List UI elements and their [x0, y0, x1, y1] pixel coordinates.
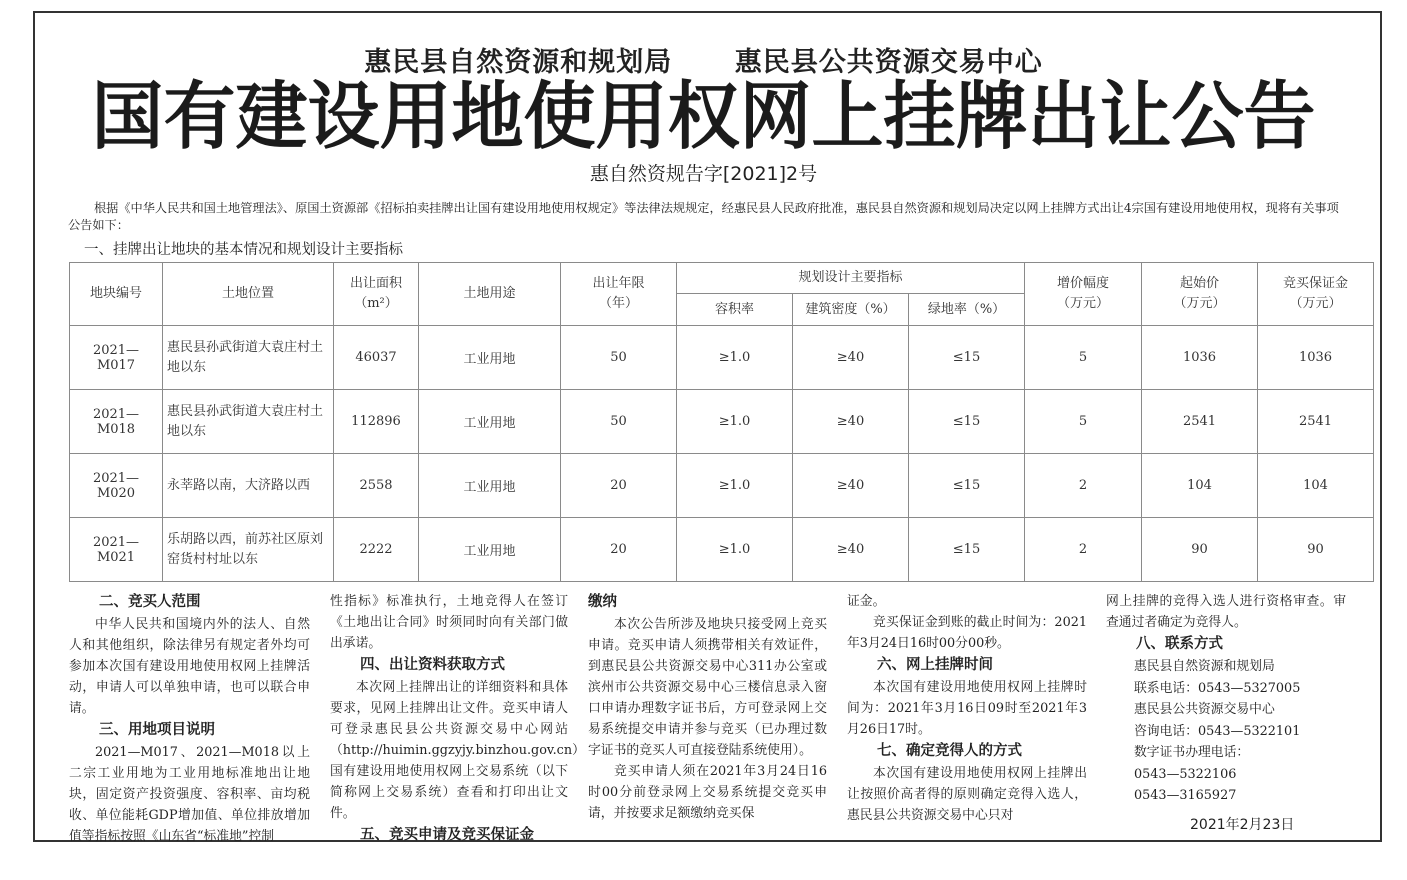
- column-4: [847, 591, 1087, 826]
- contact-line: 联系电话：0543—5327005: [1134, 680, 1301, 696]
- cell-density: ≥40: [793, 326, 909, 390]
- header-deposit: 竞买保证金 （万元）: [1258, 263, 1374, 326]
- section-3-text: 2021—M017、2021—M018以上二宗工业用地为工业用地标准地出让地块，固定资产投资强度、容积率、亩均税收、单位能耗GDP增加值、单位排放增加值等指标按照《山东省“标准地”控制: [69, 745, 310, 844]
- table-row: [70, 390, 1374, 454]
- cell-start-price: 90: [1142, 518, 1258, 582]
- contact-line: 咨询电话：0543—5322101: [1134, 723, 1301, 739]
- header-start-price: 起始价 （万元）: [1142, 263, 1258, 326]
- cell-area: 2558: [334, 454, 419, 518]
- cell-green: ≤15: [909, 454, 1025, 518]
- section-1-title: 一、挂牌出让地块的基本情况和规划设计主要指标: [84, 242, 403, 258]
- contact-line: 0543—5322106: [1134, 766, 1237, 782]
- cell-location: 永莘路以南，大济路以西: [163, 454, 334, 518]
- cell-id: 2021—M020: [70, 454, 163, 518]
- cell-location: 乐胡路以西，前苏社区原刘窑货村村址以东: [163, 518, 334, 582]
- document-number: 惠自然资规告字[2021]2号: [589, 163, 818, 185]
- section-5-text-1: 本次公告所涉及地块只接受网上竞买申请。竞买申请人须携带相关有效证件，到惠民县公共资源交易中心311办公室或滨州市公共资源交易中心三楼信息录入窗口申请办理数字证书后，方可登录网上交易系统提交申请并参与竞买（已办理过数字证书的竞买人可直接登陆系统使用）。: [588, 617, 827, 758]
- cell-far: ≥1.0: [677, 390, 793, 454]
- column-3: [588, 591, 827, 824]
- header-plot-id: 地块编号: [70, 263, 163, 326]
- cell-green: ≤15: [909, 326, 1025, 390]
- cell-id: 2021—M018: [70, 390, 163, 454]
- header-increment: 增价幅度 （万元）: [1025, 263, 1142, 326]
- cell-area: 46037: [334, 326, 419, 390]
- table-row: [70, 518, 1374, 582]
- cell-increment: 2: [1025, 518, 1142, 582]
- section-7-title: 七、确定竞得人的方式: [877, 743, 1022, 759]
- table-row: [70, 454, 1374, 518]
- contact-line: 惠民县自然资源和规划局: [1134, 659, 1275, 674]
- cell-use: 工业用地: [419, 518, 561, 582]
- cell-start-price: 2541: [1142, 390, 1258, 454]
- section-6-title: 六、网上挂牌时间: [877, 657, 993, 673]
- header-green: 绿地率（%）: [909, 294, 1025, 326]
- cell-term: 50: [561, 390, 677, 454]
- section-5-text-2-continued: 证金。: [847, 594, 886, 609]
- cell-density: ≥40: [793, 390, 909, 454]
- section-2-title: 二、竞买人范围: [99, 594, 201, 610]
- publish-date: 2021年2月23日: [1190, 817, 1295, 833]
- cell-term: 50: [561, 326, 677, 390]
- cell-term: 20: [561, 454, 677, 518]
- header-location: 土地位置: [163, 263, 334, 326]
- notice-title: 国有建设用地使用权网上挂牌出让公告: [91, 73, 1316, 159]
- cell-area: 112896: [334, 390, 419, 454]
- cell-far: ≥1.0: [677, 454, 793, 518]
- cell-id: 2021—M017: [70, 326, 163, 390]
- cell-deposit: 2541: [1258, 390, 1374, 454]
- column-1: [69, 591, 310, 847]
- column-5: [1106, 591, 1346, 807]
- section-3-continued: 性指标》标准执行，土地竞得人在签订《土地出让合同》时须同时向有关部门做出承诺。: [330, 594, 568, 651]
- cell-density: ≥40: [793, 454, 909, 518]
- section-5-title-continued: 缴纳: [588, 594, 617, 610]
- section-7-text: 本次国有建设用地使用权网上挂牌出让按照价高者得的原则确定竞得入选人，惠民县公共资源交易中心只对: [847, 766, 1087, 823]
- header-area: 出让面积 （m²）: [334, 263, 419, 326]
- contact-list: [1106, 656, 1346, 807]
- cell-location: 惠民县孙武街道大袁庄村土地以东: [163, 326, 334, 390]
- section-4-title: 四、出让资料获取方式: [360, 657, 505, 673]
- cell-location: 惠民县孙武街道大袁庄村土地以东: [163, 390, 334, 454]
- cell-far: ≥1.0: [677, 518, 793, 582]
- header-use: 土地用途: [419, 263, 561, 326]
- cell-use: 工业用地: [419, 390, 561, 454]
- cell-far: ≥1.0: [677, 326, 793, 390]
- cell-deposit: 104: [1258, 454, 1374, 518]
- cell-density: ≥40: [793, 518, 909, 582]
- section-4-text: 本次网上挂牌出让的详细资料和具体要求，见网上挂牌出让文件。竞买申请人可登录惠民县公共资源交易中心网站（http://huimin.ggzyjy.binzhou.gov.cn）国有建设用地使用权网上交易系统（以下简称网上交易系统）查看和打印出让文件。: [330, 680, 585, 821]
- cell-deposit: 1036: [1258, 326, 1374, 390]
- cell-start-price: 1036: [1142, 326, 1258, 390]
- header-term: 出让年限 （年）: [561, 263, 677, 326]
- header-far: 容积率: [677, 294, 793, 326]
- contact-line: 惠民县公共资源交易中心: [1134, 702, 1275, 717]
- plots-table: [69, 262, 1374, 582]
- cell-term: 20: [561, 518, 677, 582]
- cell-green: ≤15: [909, 390, 1025, 454]
- intro-paragraph: 根据《中华人民共和国土地管理法》、原国土资源部《招标拍卖挂牌出让国有建设用地使用权规定》等法律法规规定，经惠民县人民政府批准，惠民县自然资源和规划局决定以网上挂牌方式出让4宗国有建设用地使用权，现将有关事项公告如下：: [68, 201, 1339, 232]
- column-2: [330, 591, 585, 847]
- contact-line: 数字证书办理电话：: [1134, 745, 1250, 760]
- header-planning: 规划设计主要指标: [677, 263, 1025, 294]
- cell-deposit: 90: [1258, 518, 1374, 582]
- section-8-title: 八、联系方式: [1136, 636, 1223, 652]
- header-density: 建筑密度（%）: [793, 294, 909, 326]
- cell-start-price: 104: [1142, 454, 1258, 518]
- cell-id: 2021—M021: [70, 518, 163, 582]
- section-3-title: 三、用地项目说明: [99, 722, 215, 738]
- section-6-text: 本次国有建设用地使用权网上挂牌时间为：2021年3月16日09时至2021年3月26日17时。: [847, 680, 1087, 737]
- section-5-title: 五、竞买申请及竞买保证金: [360, 827, 534, 843]
- cell-increment: 5: [1025, 390, 1142, 454]
- cell-area: 2222: [334, 518, 419, 582]
- cell-use: 工业用地: [419, 326, 561, 390]
- cell-use: 工业用地: [419, 454, 561, 518]
- contact-line: 0543—3165927: [1134, 788, 1237, 803]
- issuing-organizations: 惠民县自然资源和规划局 惠民县公共资源交易中心: [364, 47, 1043, 78]
- cell-increment: 2: [1025, 454, 1142, 518]
- section-7-continued: 网上挂牌的竞得入选人进行资格审查。审查通过者确定为竞得人。: [1106, 594, 1346, 630]
- section-5-text-2: 竞买申请人须在2021年3月24日16时00分前登录网上交易系统提交竞买申请，并按要求足额缴纳竞买保: [588, 764, 827, 821]
- cell-increment: 5: [1025, 326, 1142, 390]
- section-2-text: 中华人民共和国境内外的法人、自然人和其他组织，除法律另有规定者外均可参加本次国有建设用地使用权网上挂牌活动，申请人可以单独申请，也可以联合申请。: [69, 617, 310, 716]
- section-5-text-3: 竞买保证金到账的截止时间为：2021年3月24日16时00分00秒。: [847, 615, 1087, 651]
- cell-green: ≤15: [909, 518, 1025, 582]
- table-row: [70, 326, 1374, 390]
